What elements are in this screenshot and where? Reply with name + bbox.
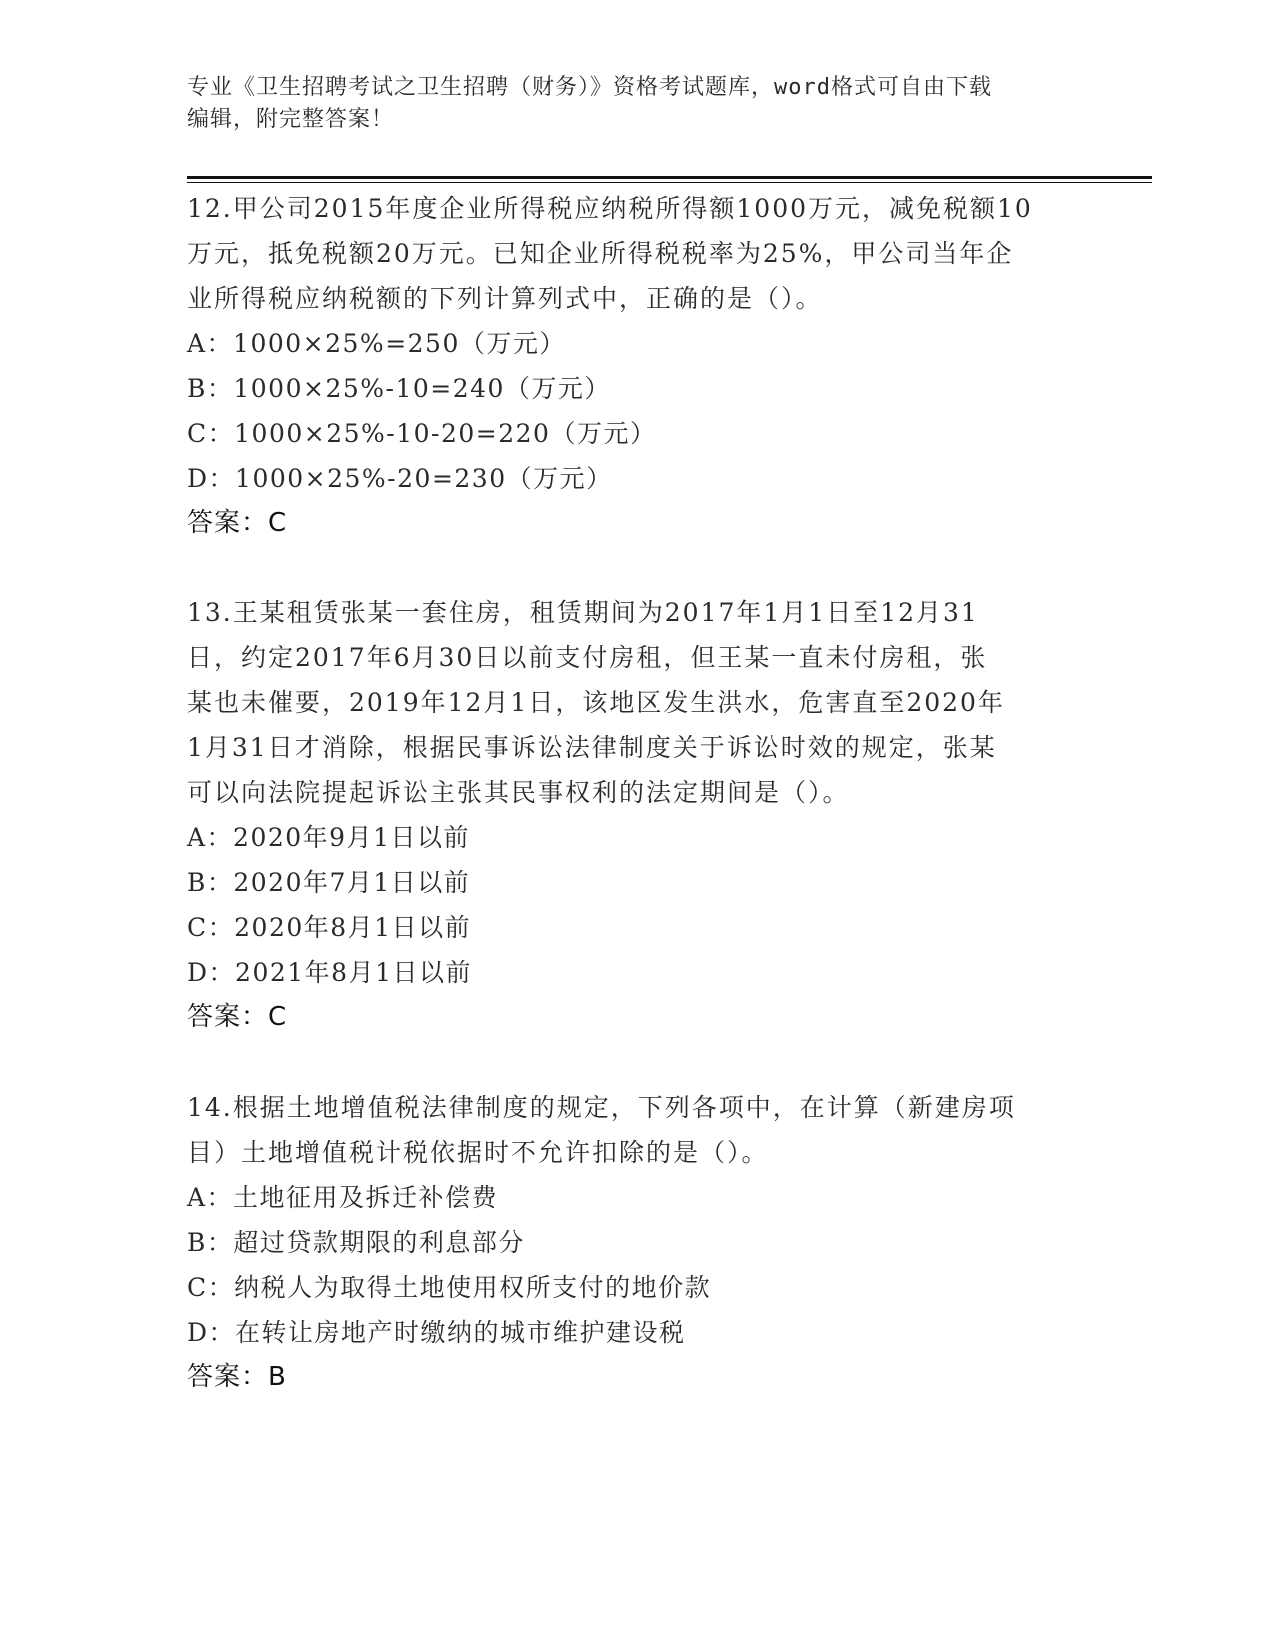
answer-label: 答案：C	[187, 1002, 288, 1032]
stem-line: 日，约定2017年6月30日以前支付房租，但王某一直未付房租，张	[187, 643, 988, 672]
question-14	[187, 1085, 1087, 1400]
stem-line: 可以向法院提起诉讼主张其民事权利的法定期间是（）。	[187, 778, 850, 807]
stem-line: 14.根据土地增值税法律制度的规定，下列各项中，在计算（新建房项	[187, 1093, 1016, 1122]
stem-line: 12.甲公司2015年度企业所得税应纳税所得额1000万元，减免税额10	[187, 194, 1033, 223]
stem-line: 业所得税应纳税额的下列计算列式中，正确的是（）。	[187, 284, 823, 313]
option-a: A：2020年9月1日以前	[187, 823, 470, 852]
stem-line: 目）土地增值税计税依据时不允许扣除的是（）。	[187, 1138, 769, 1167]
stem-line: 13.王某租赁张某一套住房，租赁期间为2017年1月1日至12月31	[187, 598, 979, 627]
option-d: D：在转让房地产时缴纳的城市维护建设税	[187, 1318, 686, 1347]
answer-label: 答案：B	[187, 1362, 287, 1392]
question-stem	[187, 1085, 1087, 1175]
option-c: C：纳税人为取得土地使用权所支付的地价款	[187, 1273, 712, 1302]
document-header	[187, 72, 1087, 136]
option-d: D：2021年8月1日以前	[187, 958, 472, 987]
answer-label: 答案：C	[187, 508, 288, 538]
question-12	[187, 186, 1087, 546]
header-divider-thin	[187, 182, 1152, 183]
option-b: B：2020年7月1日以前	[187, 868, 471, 897]
option-d: D：1000×25%-20=230（万元）	[187, 464, 613, 493]
option-c: C：1000×25%-10-20=220（万元）	[187, 419, 657, 448]
option-a: A：土地征用及拆迁补偿费	[187, 1183, 499, 1212]
header-divider-thick	[187, 176, 1152, 179]
stem-line: 某也未催要，2019年12月1日，该地区发生洪水，危害直至2020年	[187, 688, 1005, 717]
stem-line: 万元，抵免税额20万元。已知企业所得税税率为25%，甲公司当年企	[187, 239, 1014, 268]
option-c: C：2020年8月1日以前	[187, 913, 472, 942]
header-line-2: 编辑，附完整答案！	[187, 107, 395, 132]
option-b: B：超过贷款期限的利息部分	[187, 1228, 525, 1257]
option-b: B：1000×25%-10=240（万元）	[187, 374, 611, 403]
header-line-1: 专业《卫生招聘考试之卫生招聘（财务）》资格考试题库，word格式可自由下载	[187, 75, 992, 100]
question-13	[187, 590, 1087, 1040]
question-stem	[187, 186, 1087, 321]
question-stem	[187, 590, 1087, 815]
option-a: A：1000×25%=250（万元）	[187, 329, 566, 358]
stem-line: 1月31日才消除，根据民事诉讼法律制度关于诉讼时效的规定，张某	[187, 733, 997, 762]
